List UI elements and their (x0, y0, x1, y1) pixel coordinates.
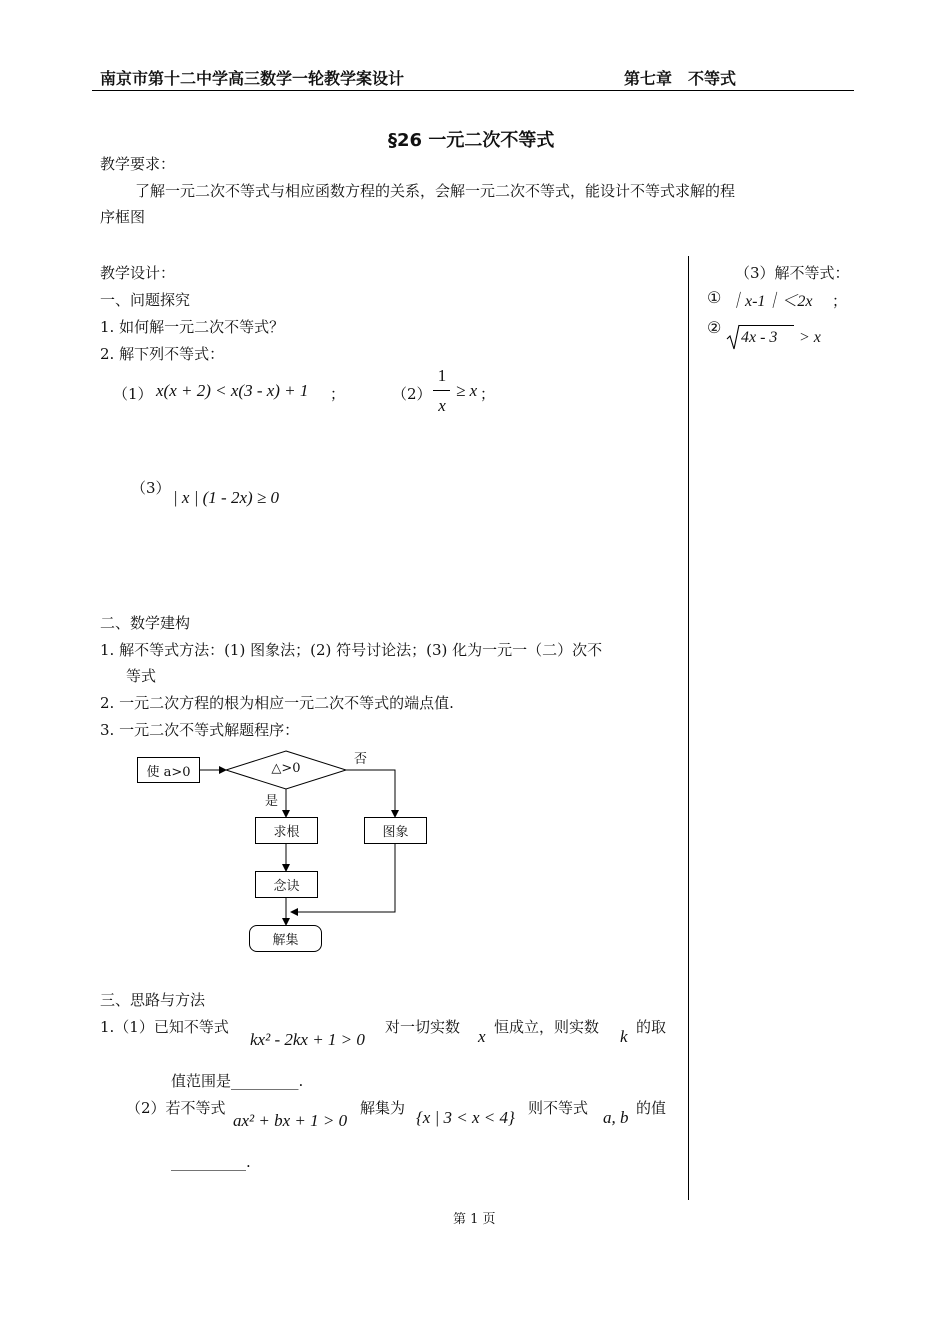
section3-q2-prefix: （2）若不等式 (126, 1099, 226, 1117)
requirements-text-1: 了解一元二次不等式与相应函数方程的关系，会解一元二次不等式，能设计不等式求解的程 (135, 182, 736, 200)
flow-solution-box: 解集 (249, 925, 322, 952)
flow-recite-box: 念诀 (255, 871, 318, 898)
section1-heading: 一、问题探究 (100, 291, 191, 309)
section3-q1-mid2: 恒成立，则实数 (494, 1018, 600, 1036)
problem-3-expression: | x | (1 - 2x) ≥ 0 (173, 488, 280, 507)
flow-decision-label: △>0 (271, 761, 301, 776)
side-label: （3）解不等式： (735, 264, 850, 282)
section3-q1-expression: kx² - 2kx + 1 > 0 (250, 1030, 365, 1049)
problem-2-denominator: x (438, 396, 446, 415)
section3-q1-end: 的取 (636, 1018, 667, 1036)
section3-q1-prefix: 1.（1）已知不等式 (100, 1018, 229, 1036)
flow-graph-box: 图象 (364, 817, 427, 844)
section2-heading: 二、数学建构 (100, 614, 191, 632)
design-label: 教学设计： (100, 264, 176, 282)
section2-item-2: 2. 一元二次方程的根为相应一元二次不等式的端点值. (100, 694, 454, 712)
flow-start-box: 使 a>0 (137, 757, 200, 783)
page-title: §26 一元二次不等式 (388, 130, 555, 151)
flow-no-label: 否 (354, 752, 368, 767)
section3-q2-end: 的值 (636, 1099, 667, 1117)
section2-item-1: 1. 解不等式方法：(1) 图象法；(2) 符号讨论法；(3) 化为一元一（二）次不 (100, 641, 603, 659)
section3-q2-expression: ax² + bx + 1 > 0 (233, 1111, 348, 1130)
page-number: 第 1 页 (453, 1212, 496, 1227)
question-1: 1. 如何解一元二次不等式？ (100, 318, 285, 336)
flow-yes-label: 是 (265, 794, 279, 809)
section3-q2-set: {x | 3 < x < 4} (416, 1108, 515, 1127)
problem-1-expression: x(x + 2) < x(3 - x) + 1 (156, 381, 309, 400)
problem-2-label: （2） (392, 385, 432, 403)
section3-q1-mid: 对一切实数 (385, 1018, 461, 1036)
problem-2-rest: ≥ x (456, 381, 478, 400)
problem-1-tail: ； (330, 385, 346, 403)
section3-q2-mid: 解集为 (360, 1099, 406, 1117)
section3-q1-var2: k (620, 1027, 628, 1046)
side-item-1-expression: ｜x-1｜＜2x (729, 293, 813, 310)
side-item-2-mark: ② (707, 318, 722, 337)
section3-q2-vars: a, b (603, 1108, 629, 1127)
section3-q1-line2: 值范围是_________. (171, 1072, 304, 1090)
flow-roots-box: 求根 (255, 817, 318, 844)
section3-q1-var: x (478, 1027, 486, 1046)
header-chapter: 第七章 不等式 (624, 69, 737, 88)
problem-1-label: （1） (113, 385, 153, 403)
header-school: 南京市第十二中学高三数学一轮教学案设计 (100, 69, 405, 88)
question-2: 2. 解下列不等式： (100, 345, 225, 363)
requirements-label: 教学要求： (100, 155, 176, 173)
section2-item-1-cont: 等式 (126, 667, 157, 685)
side-item-1-tail: ； (832, 292, 848, 310)
section3-q2-line2: __________. (171, 1153, 251, 1171)
side-item-2-rest: > x (799, 329, 821, 346)
problem-2-tail: ； (480, 385, 496, 403)
requirements-text-2: 序框图 (100, 208, 146, 226)
problem-3-label: （3） (131, 479, 171, 497)
section3-heading: 三、思路与方法 (100, 991, 206, 1009)
section3-q2-mid2: 则不等式 (528, 1099, 589, 1117)
section2-item-3: 3. 一元二次不等式解题程序： (100, 721, 300, 739)
side-item-1-mark: ① (707, 288, 722, 307)
side-item-2-radicand: 4x - 3 (741, 329, 778, 346)
problem-2-numerator: 1 (437, 366, 447, 385)
